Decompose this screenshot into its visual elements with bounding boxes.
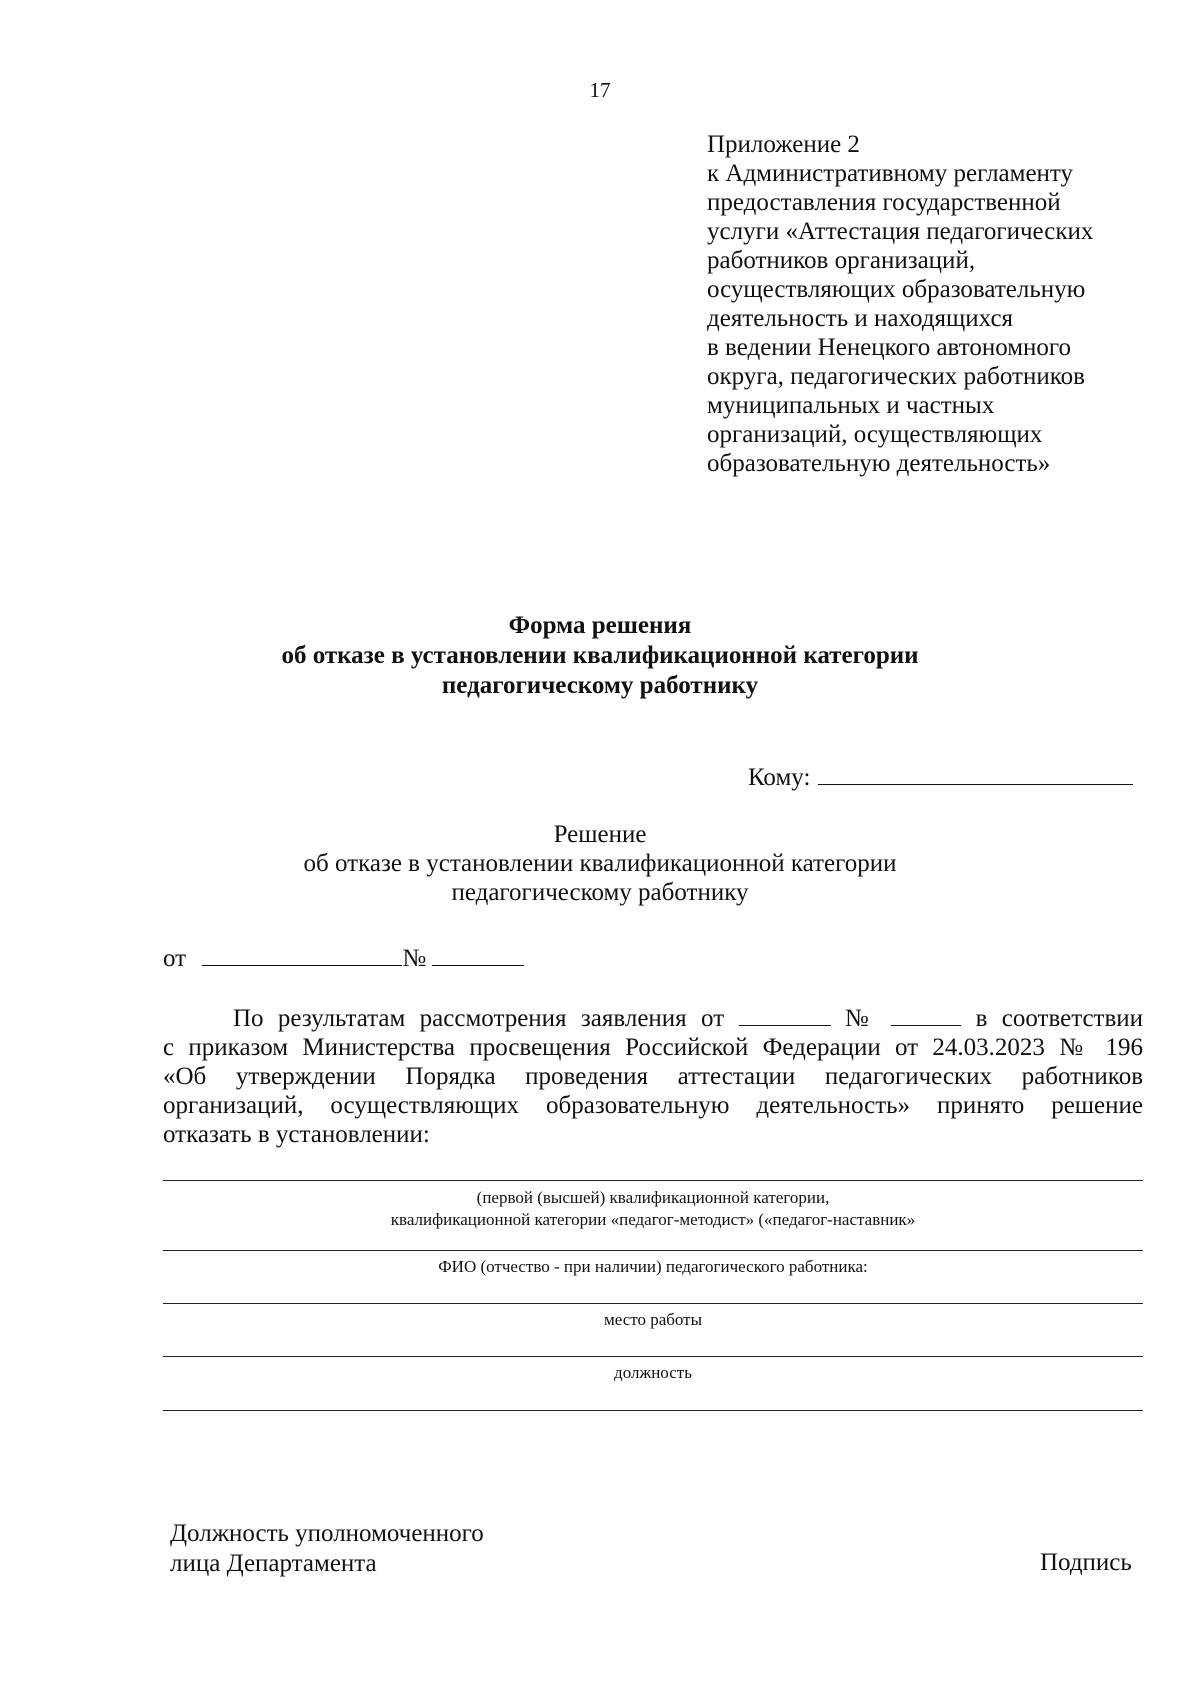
page-number: 17: [589, 78, 611, 102]
signer-block: [170, 1519, 484, 1579]
category-caption: [163, 1187, 1143, 1231]
number-label: №: [402, 945, 427, 972]
body-text-fragment: №: [844, 1005, 877, 1032]
category-caption-line: (первой (высшей) квалификационной категории,: [476, 1188, 830, 1207]
appendix-line: осуществляющих образовательную: [707, 276, 1086, 303]
appendix-line: муниципальных и частных: [707, 392, 995, 419]
form-title-line: об отказе в установлении квалификационной категории: [281, 642, 919, 669]
appendix-line: услуги «Аттестация педагогических: [707, 218, 1094, 245]
body-text-fragment: в соответствии: [975, 1005, 1144, 1032]
form-title-line: Форма решения: [508, 612, 692, 639]
appendix-line: образовательную деятельность»: [707, 450, 1051, 477]
signer-title-line: Должность уполномоченного: [170, 1520, 484, 1547]
recipient-field: [748, 762, 1133, 792]
body-line: «Об утверждении Порядка проведения аттестации педагогических работников: [163, 1063, 1143, 1090]
body-line: организаций, осуществляющих образовательную деятельность» принято решение: [163, 1092, 1143, 1119]
appendix-line: Приложение 2: [707, 131, 860, 158]
position-blank-line[interactable]: [163, 1410, 1143, 1411]
body-line: [163, 1004, 1143, 1033]
appendix-line: организаций, осуществляющих: [707, 421, 1043, 448]
appendix-line: округа, педагогических работников: [707, 363, 1085, 390]
fio-blank-line[interactable]: [163, 1250, 1143, 1251]
category-blank-line[interactable]: [163, 1180, 1143, 1181]
recipient-label: Кому:: [748, 764, 811, 791]
appendix-line: в ведении Ненецкого автономного: [707, 334, 1072, 361]
decision-date-number: [163, 945, 524, 973]
appendix-line: работников организаций,: [707, 247, 976, 274]
application-number-blank[interactable]: [891, 1005, 961, 1026]
body-text-fragment: По результатам рассмотрения заявления от: [233, 1005, 725, 1032]
form-title-line: педагогическому работнику: [441, 672, 759, 699]
decision-title: [0, 820, 1200, 907]
signer-title-line: лица Департамента: [170, 1550, 377, 1577]
date-from-label: от: [163, 945, 187, 972]
decision-number-blank[interactable]: [432, 945, 524, 966]
workplace-caption: место работы: [603, 1310, 703, 1329]
decision-title-line: об отказе в установлении квалификационной категории: [303, 850, 897, 877]
decision-title-line: педагогическому работнику: [451, 879, 749, 906]
appendix-line: предоставления государственной: [707, 189, 1061, 216]
fio-caption: ФИО (отчество - при наличии) педагогического работника:: [438, 1257, 868, 1276]
position-caption: должность: [614, 1363, 692, 1382]
appendix-line: деятельность и находящихся: [707, 305, 1014, 332]
decision-body: [163, 1004, 1143, 1149]
body-line: с приказом Министерства просвещения Российской Федерации от 24.03.2023 № 196: [163, 1034, 1143, 1061]
appendix-header: [707, 130, 1177, 478]
body-line: отказать в установлении:: [163, 1121, 430, 1148]
form-title: [0, 611, 1200, 701]
decision-date-blank[interactable]: [202, 945, 402, 966]
application-date-blank[interactable]: [739, 1005, 831, 1026]
category-caption-line: квалификационной категории «педагог-методист» («педагог-наставник»: [390, 1210, 916, 1229]
fio-second-blank-line[interactable]: [163, 1303, 1143, 1304]
appendix-line: к Административному регламенту: [707, 160, 1074, 187]
decision-title-line: Решение: [553, 821, 647, 848]
signature-label: Подпись: [1040, 1549, 1132, 1576]
workplace-blank-line[interactable]: [163, 1356, 1143, 1357]
recipient-blank[interactable]: [818, 762, 1133, 785]
